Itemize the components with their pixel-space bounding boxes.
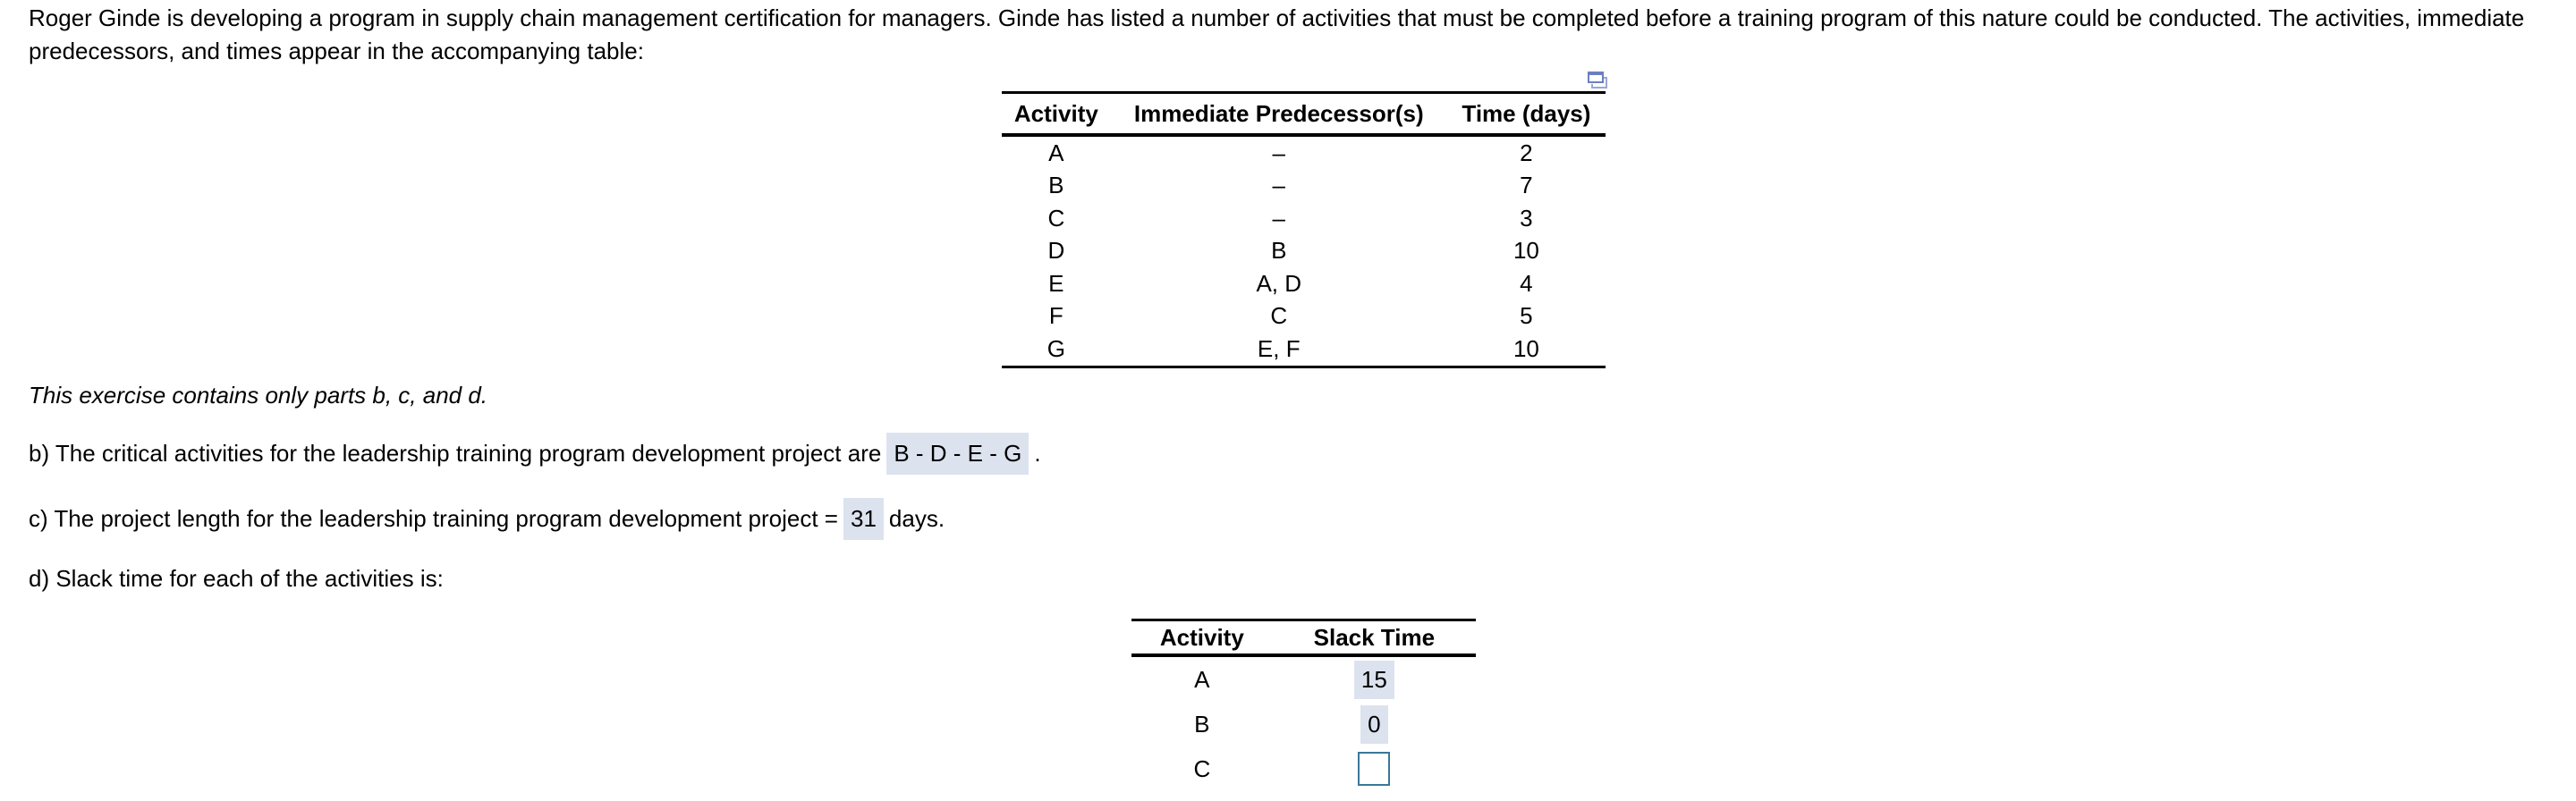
cell: C	[1047, 204, 1065, 232]
cell: C	[1270, 302, 1288, 330]
cell: A	[1048, 139, 1064, 166]
cell: C	[1193, 755, 1211, 782]
slack-input-c[interactable]	[1358, 752, 1390, 786]
part-c	[29, 498, 945, 540]
part-d: d) Slack time for each of the activities is:	[29, 565, 444, 592]
cell: 3	[1520, 204, 1533, 232]
critical-path-answer[interactable]: B - D - E - G	[886, 433, 1029, 475]
slack-table	[1131, 619, 1476, 791]
cell: A, D	[1256, 269, 1302, 297]
project-length-answer[interactable]: 31	[843, 498, 884, 540]
cell: G	[1046, 334, 1065, 362]
table-row	[1002, 333, 1606, 367]
table-row	[1002, 202, 1606, 235]
cell: 4	[1520, 269, 1533, 297]
part-b	[29, 433, 1041, 475]
table-row	[1131, 746, 1476, 791]
cell: B	[1271, 237, 1287, 265]
header-slack-time: Slack Time	[1313, 623, 1436, 651]
slack-answer-a[interactable]: 15	[1354, 661, 1394, 699]
cell: E	[1048, 269, 1064, 297]
header-activity: Activity	[1013, 99, 1098, 127]
problem-intro: Roger Ginde is developing a program in supply chain management certification for managers. Ginde has listed a number of activities that must be completed before a training program of this nature could be conducted. The activities, immediate predecessors, and times appear in the accompanying table:	[29, 4, 2525, 64]
table-row	[1002, 267, 1606, 300]
cell: 10	[1513, 334, 1539, 362]
header-predecessors: Immediate Predecessor(s)	[1133, 99, 1424, 127]
cell: D	[1047, 237, 1065, 265]
cell: 2	[1520, 139, 1533, 166]
header-time: Time (days)	[1462, 99, 1591, 127]
exercise-note: This exercise contains only parts b, c, and d.	[29, 382, 488, 409]
cell: B	[1048, 172, 1064, 199]
cell: A	[1194, 665, 1210, 693]
table-row	[1002, 235, 1606, 268]
cell: 10	[1513, 237, 1539, 265]
cell: B	[1194, 710, 1210, 738]
part-c-suffix: days.	[888, 505, 945, 532]
table-row	[1131, 655, 1476, 702]
cell: 7	[1520, 172, 1533, 199]
part-b-text: b) The critical activities for the leadership training program development project are	[29, 440, 882, 467]
slack-answer-b[interactable]: 0	[1360, 705, 1387, 744]
header-activity: Activity	[1159, 623, 1244, 651]
cell: –	[1272, 139, 1285, 166]
table-row	[1002, 300, 1606, 333]
cell: 5	[1520, 302, 1533, 330]
cell: F	[1048, 302, 1063, 330]
part-b-suffix: .	[1034, 440, 1041, 467]
activity-table	[1002, 91, 1606, 368]
cell: E, F	[1257, 334, 1301, 362]
popout-icon[interactable]	[1588, 68, 1607, 86]
table-row	[1002, 170, 1606, 203]
table-row	[1002, 135, 1606, 170]
table-row	[1131, 702, 1476, 746]
cell: –	[1272, 204, 1285, 232]
part-c-text: c) The project length for the leadership training program development project =	[29, 505, 838, 532]
cell: –	[1272, 172, 1285, 199]
